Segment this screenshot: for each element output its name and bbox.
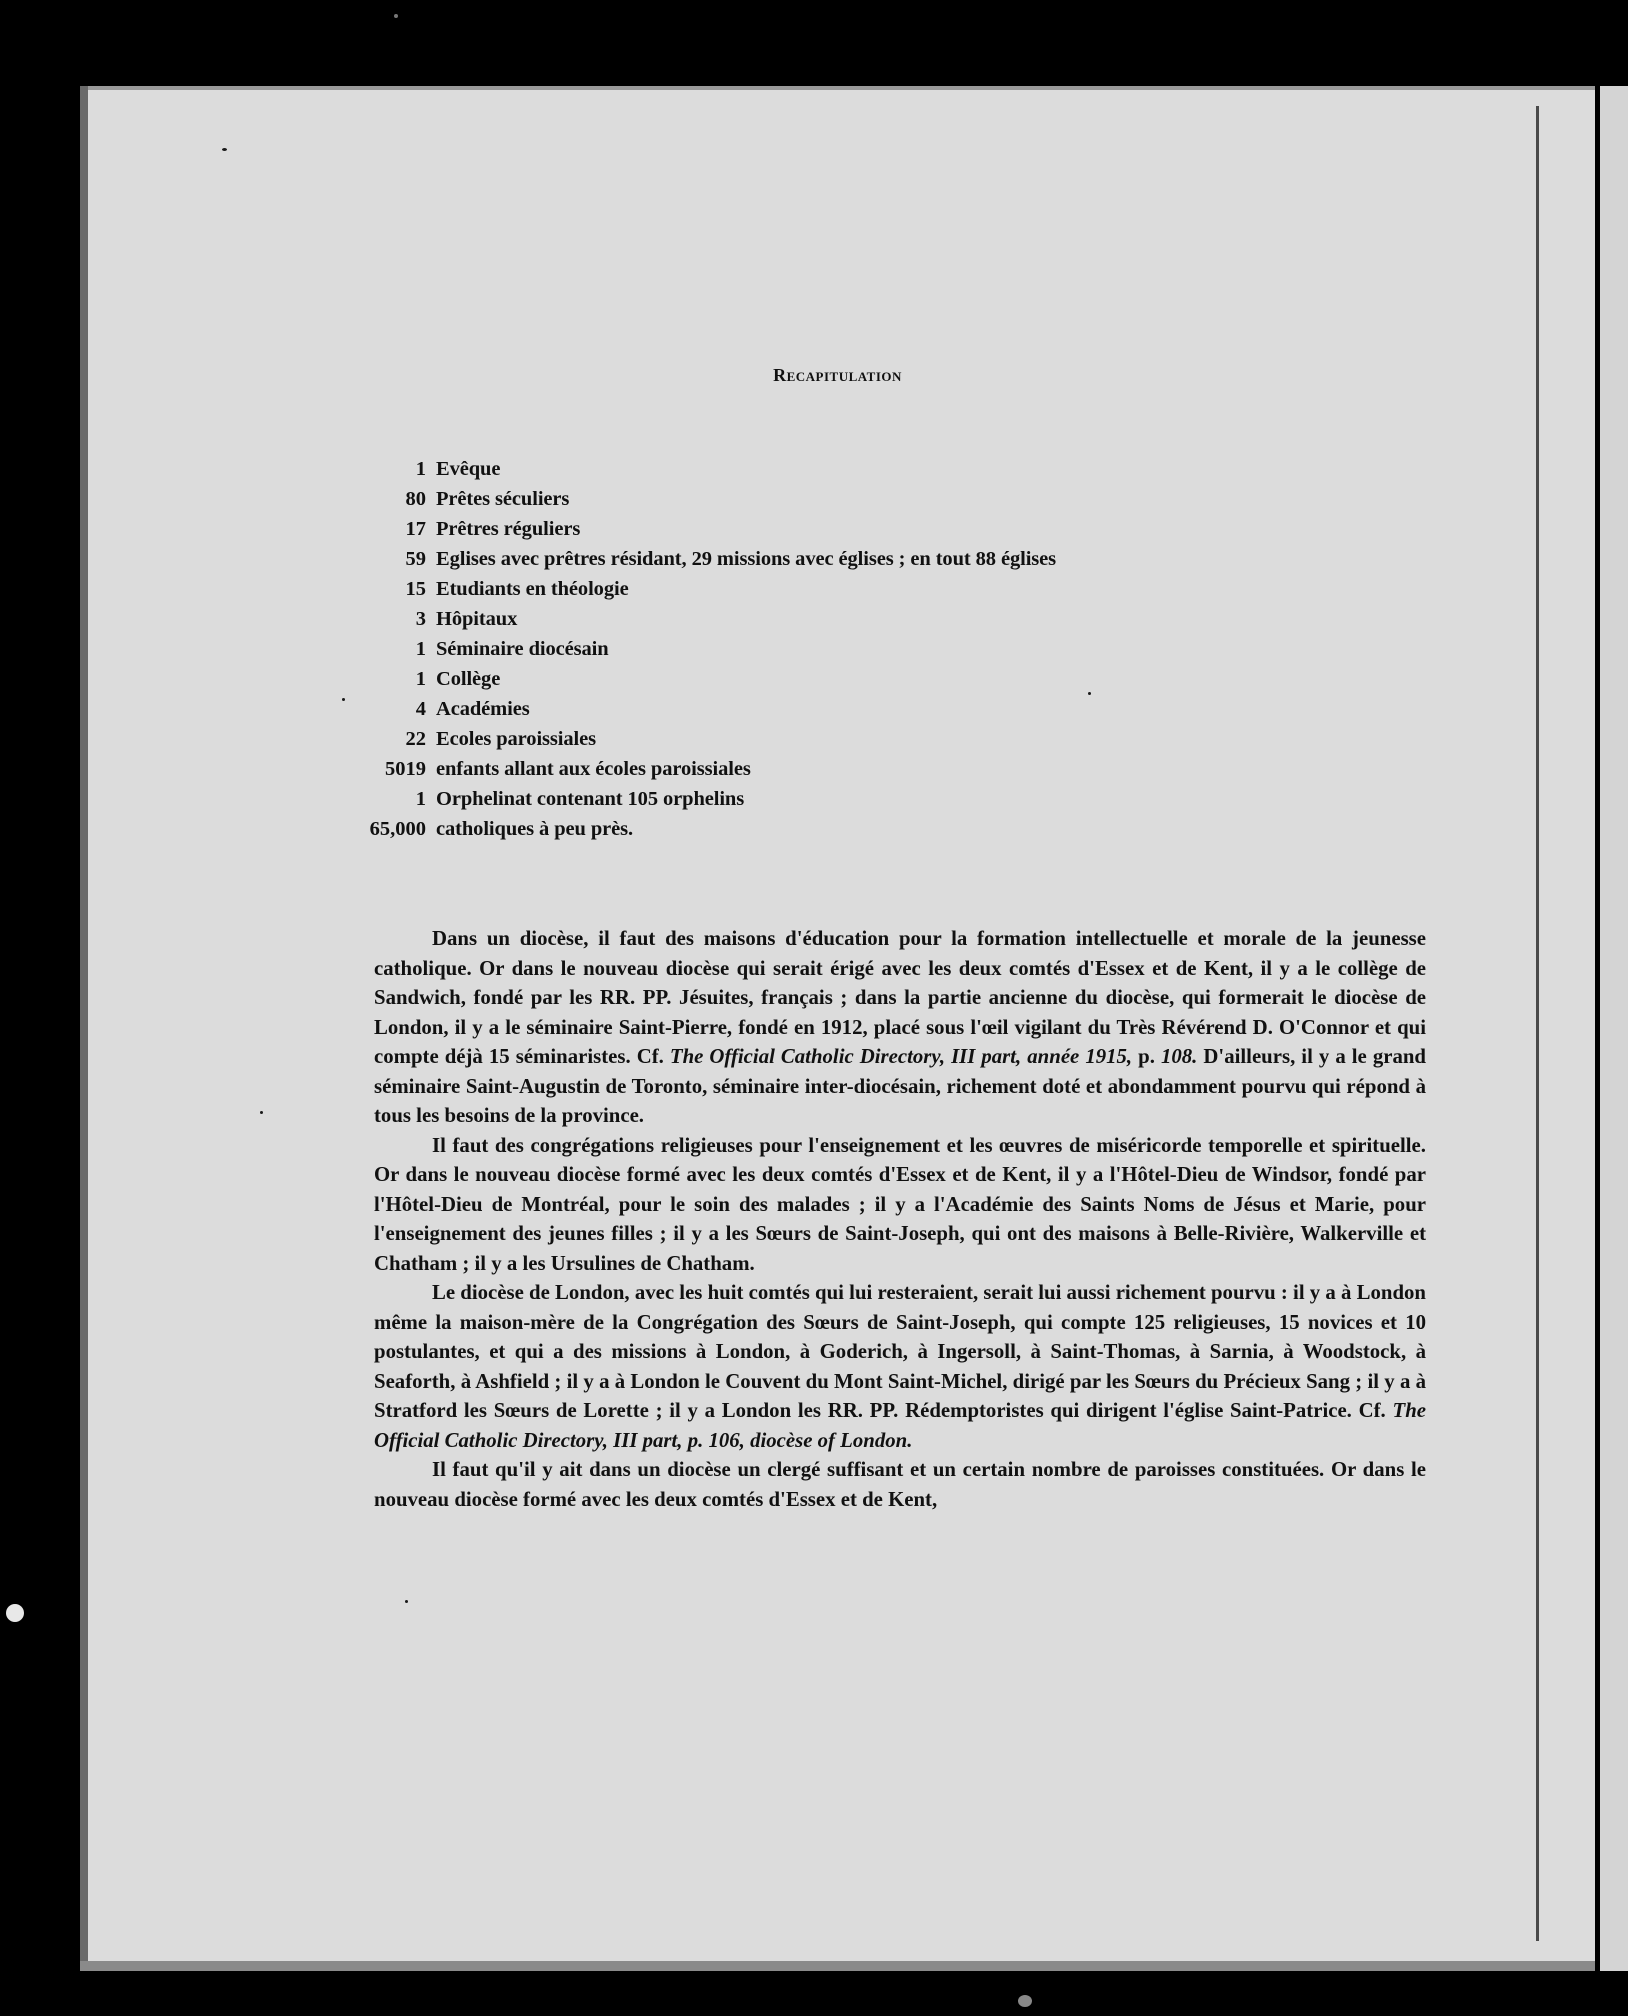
item-count: 17 [405, 518, 426, 540]
item-count: 4 [415, 698, 426, 720]
list-item [366, 454, 1056, 484]
item-label: Académies [436, 698, 530, 720]
item-count: 1 [415, 638, 426, 660]
list-item [366, 784, 1056, 814]
list-item [366, 814, 1056, 844]
page-bottom-edge [80, 1961, 1595, 1971]
scan-speck [6, 1604, 24, 1622]
list-item [366, 724, 1056, 754]
item-count: 80 [405, 488, 426, 510]
list-item [366, 514, 1056, 544]
paragraph-text: D'ailleurs, il y a le grand séminaire Saint-Augustin de Toronto, séminaire inter-diocésain, richement doté et abondamment pourvu qui répond à tous les besoins de la province. [374, 1045, 1426, 1127]
scan-speck [405, 1600, 408, 1603]
item-count: 59 [405, 548, 426, 570]
list-item [366, 754, 1056, 784]
item-label: Prêtes séculiers [436, 488, 570, 510]
scan-speck [1018, 1995, 1032, 2007]
item-count: 15 [405, 578, 426, 600]
paragraph-text: Le diocèse de London, avec les huit comtés qui lui resteraient, serait lui aussi richement pourvu : il y a à London même la maison-mère de la Congrégation des Sœurs de Saint-Joseph, qui compte 125 religieuses, 15 novices et 10 postulantes, et qui a des missions à London, à Goderich, à Ingersoll, à Saint-Thomas, à Sarnia, à Woodstock, à Seaforth, à Ashfield ; il y a à London le Couvent du Mont Saint-Michel, dirigé par les Sœurs du Précieux Sang ; il y a à Stratford les Sœurs de Lorette ; il y a London les RR. PP. Rédemptoristes qui dirigent l'église Saint-Patrice. Cf. [374, 1281, 1426, 1422]
scan-speck [342, 698, 345, 701]
paragraph-education [374, 924, 1426, 1131]
item-label: Evêque [436, 458, 501, 480]
page-title-text: Recapitulation [773, 365, 902, 385]
item-label: Hôpitaux [436, 608, 518, 630]
page-top-edge [80, 86, 1595, 90]
page-title [80, 365, 1595, 386]
paragraph-text: Dans un diocèse, il faut des maisons d'éducation pour la formation intellectuelle et morale de la jeunesse catholique. Or dans le nouveau diocèse qui serait érigé avec les deux comtés d'Essex et de Kent, il y a le collège de Sandwich, fondé par les RR. PP. Jésuites, français ; dans la partie ancienne du diocèse, qui formerait le diocèse de London, il y a le séminaire Saint-Pierre, fondé en 1912, placé sous l'œil vigilant du Très Révérend D. O'Connor et qui compte déjà 15 séminaristes. Cf. [374, 927, 1426, 1068]
list-item [366, 634, 1056, 664]
item-count: 3 [415, 608, 426, 630]
item-count: 1 [415, 458, 426, 480]
paragraph-congregations [374, 1131, 1426, 1279]
paragraph-text: Il faut des congrégations religieuses pour l'enseignement et les œuvres de miséricorde temporelle et spirituelle. Or dans le nouveau diocèse formé avec les deux comtés d'Essex et de Kent, il y a l'Hôtel-Dieu de Windsor, fondé par l'Hôtel-Dieu de Montréal, pour le soin des malades ; il y a l'Académie des Saints Noms de Jésus et Marie, pour l'enseignement des jeunes filles ; il y a les Sœurs de Saint-Joseph, qui ont des maisons à Belle-Rivière, Walkerville et Chatham ; il y a les Ursulines de Chatham. [374, 1133, 1426, 1275]
item-label: Etudiants en théologie [436, 578, 629, 600]
citation-italic: p. 106, diocèse of London. [687, 1428, 913, 1452]
scan-speck [222, 148, 227, 151]
list-item [366, 484, 1056, 514]
item-count: 5019 [385, 758, 426, 780]
list-item [366, 574, 1056, 604]
list-item [366, 544, 1056, 574]
scanned-page [80, 86, 1595, 1971]
item-count: 65,000 [369, 818, 426, 840]
item-label: enfants allant aux écoles paroissiales [436, 758, 751, 780]
item-label: Eglises avec prêtres résidant, 29 missions avec églises ; en tout 88 églises [436, 548, 1057, 570]
list-item [366, 604, 1056, 634]
list-item [366, 694, 1056, 724]
scan-speck [1088, 692, 1091, 695]
list-item [366, 664, 1056, 694]
adjacent-page-edge [1600, 86, 1628, 1971]
item-label: Collège [436, 668, 501, 690]
citation-italic: The Official Catholic Directory, III part, [374, 1399, 1426, 1452]
paragraph-london [374, 1278, 1426, 1455]
item-label: Prêtres réguliers [436, 518, 581, 540]
recapitulation-list [366, 454, 1056, 844]
scan-speck [260, 1111, 263, 1114]
paragraph-clergy [374, 1455, 1426, 1514]
item-count: 1 [415, 668, 426, 690]
body-text [374, 924, 1426, 1514]
scan-speck [394, 14, 398, 18]
item-label: Orphelinat contenant 105 orphelins [436, 788, 745, 810]
citation-italic: 108. [1160, 1045, 1198, 1068]
item-label: Ecoles paroissiales [436, 728, 597, 750]
item-label: Séminaire diocésain [436, 638, 609, 660]
citation-italic: The Official Catholic Directory, III part, année 1915, [669, 1045, 1133, 1068]
paragraph-text: p. [1132, 1045, 1161, 1068]
paragraph-text: Il faut qu'il y ait dans un diocèse un clergé suffisant et un certain nombre de paroisses constituées. Or dans le nouveau diocèse formé avec les deux comtés d'Essex et de Kent, [374, 1458, 1426, 1511]
item-label: catholiques à peu près. [436, 818, 634, 840]
item-count: 22 [405, 728, 426, 750]
item-count: 1 [415, 788, 426, 810]
